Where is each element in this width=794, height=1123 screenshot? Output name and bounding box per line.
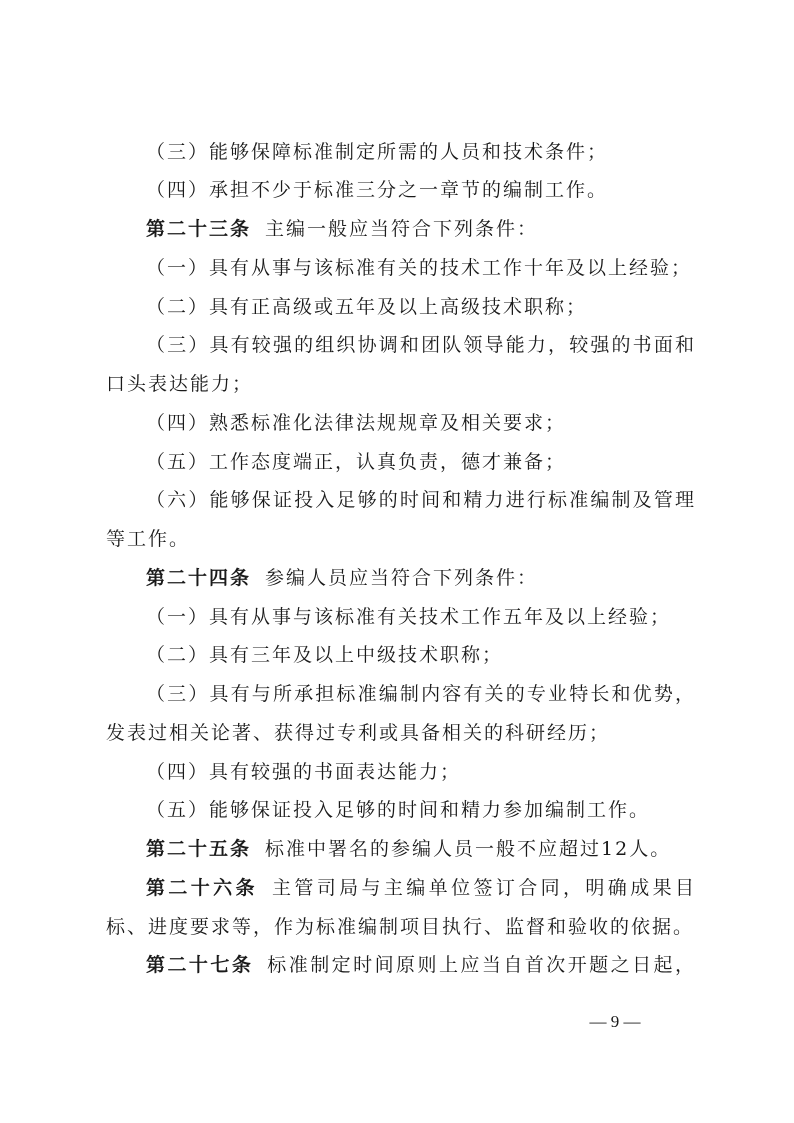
article-line: [146, 560, 538, 596]
clause-text: 口头表达能力；: [106, 373, 254, 395]
clause-text: （五）能够保证投入足够的时间和精力参加编制工作。: [146, 799, 651, 821]
article-heading: 第二十五条: [146, 838, 252, 860]
clause-line: [146, 444, 566, 480]
clause-line: [146, 250, 692, 286]
article-heading: 第二十三条: [146, 218, 252, 240]
clause-text: （六）能够保证投入足够的时间和精力进行标准编制及管理: [146, 489, 696, 511]
article-line: [146, 831, 671, 867]
article-continuation-line: [106, 909, 694, 945]
clause-text: （四）承担不少于标准三分之一章节的编制工作。: [146, 179, 609, 201]
article-text: 标准中署名的参编人员一般不应超过12人。: [265, 838, 672, 860]
article-text: 标、进度要求等，作为标准编制项目执行、监督和验收的依据。: [106, 916, 695, 938]
article-text: 主编一般应当符合下列条件：: [265, 218, 539, 240]
clause-line: [146, 792, 650, 828]
clause-text: （二）具有三年及以上中级技术职称；: [146, 644, 504, 666]
clause-text: （三）能够保障标准制定所需的人员和技术条件；: [146, 141, 609, 163]
clause-line: [146, 327, 696, 363]
clause-line: [146, 676, 696, 712]
article-heading: 第二十四条: [146, 567, 252, 589]
article-line: [146, 211, 538, 247]
clause-text: （四）熟悉标准化法律法规规章及相关要求；: [146, 412, 567, 434]
page-number: — 9 —: [589, 1012, 641, 1031]
clause-text: （一）具有从事与该标准有关技术工作五年及以上经验；: [146, 606, 672, 628]
article-line: [146, 947, 696, 983]
clause-line: [146, 482, 696, 518]
clause-continuation-line: [106, 521, 190, 557]
article-text: 参编人员应当符合下列条件：: [265, 567, 539, 589]
article-line: [146, 870, 696, 906]
clause-text: 等工作。: [106, 528, 191, 550]
clause-text: （一）具有从事与该标准有关的技术工作十年及以上经验；: [146, 257, 693, 279]
clause-line: [146, 172, 608, 208]
clause-text: （四）具有较强的书面表达能力；: [146, 761, 462, 783]
clause-text: （三）具有较强的组织协调和团队领导能力，较强的书面和: [146, 334, 696, 356]
clause-line: [146, 637, 503, 673]
clause-text: （三）具有与所承担标准编制内容有关的专业特长和优势，: [146, 683, 696, 705]
article-heading: 第二十七条: [146, 954, 254, 976]
clause-text: （二）具有正高级或五年及以上高级技术职称；: [146, 296, 588, 318]
clause-line: [146, 754, 461, 790]
article-text: 主管司局与主编单位签订合同，明确成果目: [271, 877, 696, 899]
clause-text: 发表过相关论著、获得过专利或具备相关的科研经历；: [106, 722, 611, 744]
clause-text: （五）工作态度端正，认真负责，德才兼备；: [146, 451, 567, 473]
clause-line: [146, 599, 671, 635]
clause-line: [146, 289, 587, 325]
article-heading: 第二十六条: [146, 877, 258, 899]
clause-continuation-line: [106, 366, 253, 402]
clause-line: [146, 405, 566, 441]
article-text: 标准制定时间原则上应当自首次开题之日起，: [267, 954, 696, 976]
clause-line: [146, 134, 608, 170]
clause-continuation-line: [106, 715, 610, 751]
